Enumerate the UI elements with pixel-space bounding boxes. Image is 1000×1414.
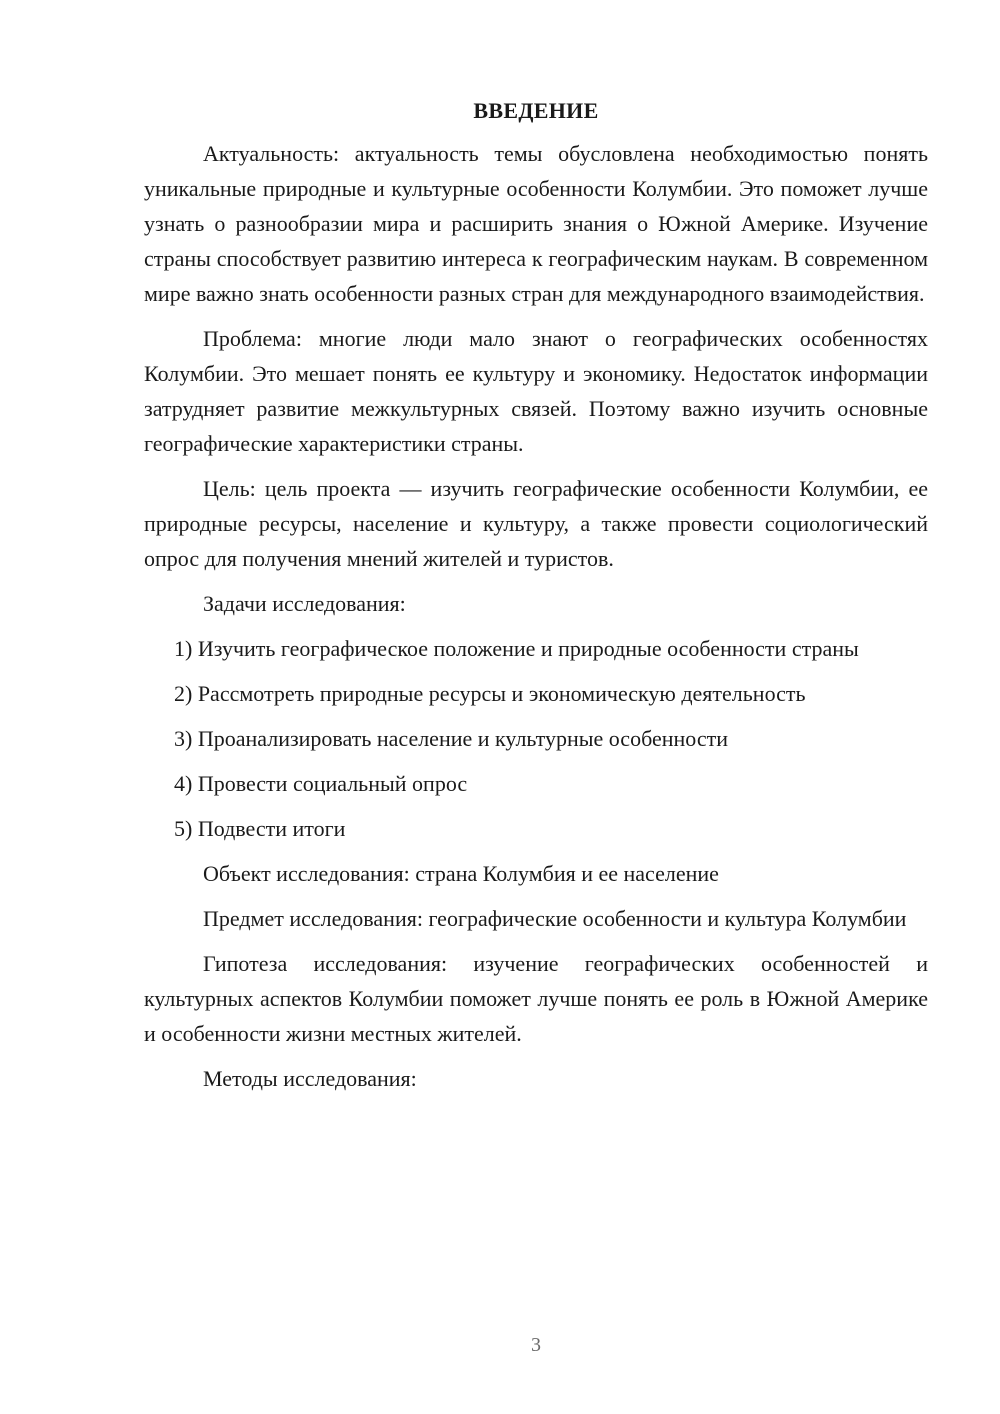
methods-title: Методы исследования:	[203, 1066, 417, 1091]
relevance-paragraph: Актуальность: актуальность темы обусловлена необходимостью понять уникальные природные и культурные особенности Колумбии. Это поможет лучше узнать о разнообразии мира и расширить знания о Южной Америке. Изучение страны способствует развитию интереса к географическим наукам. В современном мире важно знать особенности разных стран для международного взаимодействия.	[144, 141, 928, 306]
task-item-3: 3) Проанализировать население и культурные особенности	[174, 726, 728, 751]
task-item-1: 1) Изучить географическое положение и природные особенности страны	[174, 636, 859, 661]
task-item-4: 4) Провести социальный опрос	[174, 771, 468, 796]
object-paragraph: Объект исследования: страна Колумбия и ее население	[203, 861, 719, 886]
tasks-title: Задачи исследования:	[203, 591, 406, 616]
task-item-2: 2) Рассмотреть природные ресурсы и экономическую деятельность	[174, 681, 806, 706]
hypothesis-paragraph: Гипотеза исследования: изучение географических особенностей и культурных аспектов Колумбии поможет лучше понять ее роль в Южной Америке и особенности жизни местных жителей.	[144, 951, 928, 1046]
page-content	[144, 96, 928, 1106]
page-number: 3	[531, 1334, 541, 1356]
problem-paragraph: Проблема: многие люди мало знают о географических особенностях Колумбии. Это мешает понять ее культуру и экономику. Недостаток информации затрудняет развитие межкультурных связей. Поэтому важно изучить основные географические характеристики страны.	[144, 326, 928, 456]
tasks-list	[144, 631, 928, 846]
subject-paragraph: Предмет исследования: географические особенности и культура Колумбии	[203, 906, 907, 931]
goal-paragraph: Цель: цель проекта — изучить географические особенности Колумбии, ее природные ресурсы, население и культуру, а также провести социологический опрос для получения мнений жителей и туристов.	[144, 476, 928, 571]
task-item-5: 5) Подвести итоги	[174, 816, 346, 841]
section-heading: ВВЕДЕНИЕ	[473, 98, 599, 123]
